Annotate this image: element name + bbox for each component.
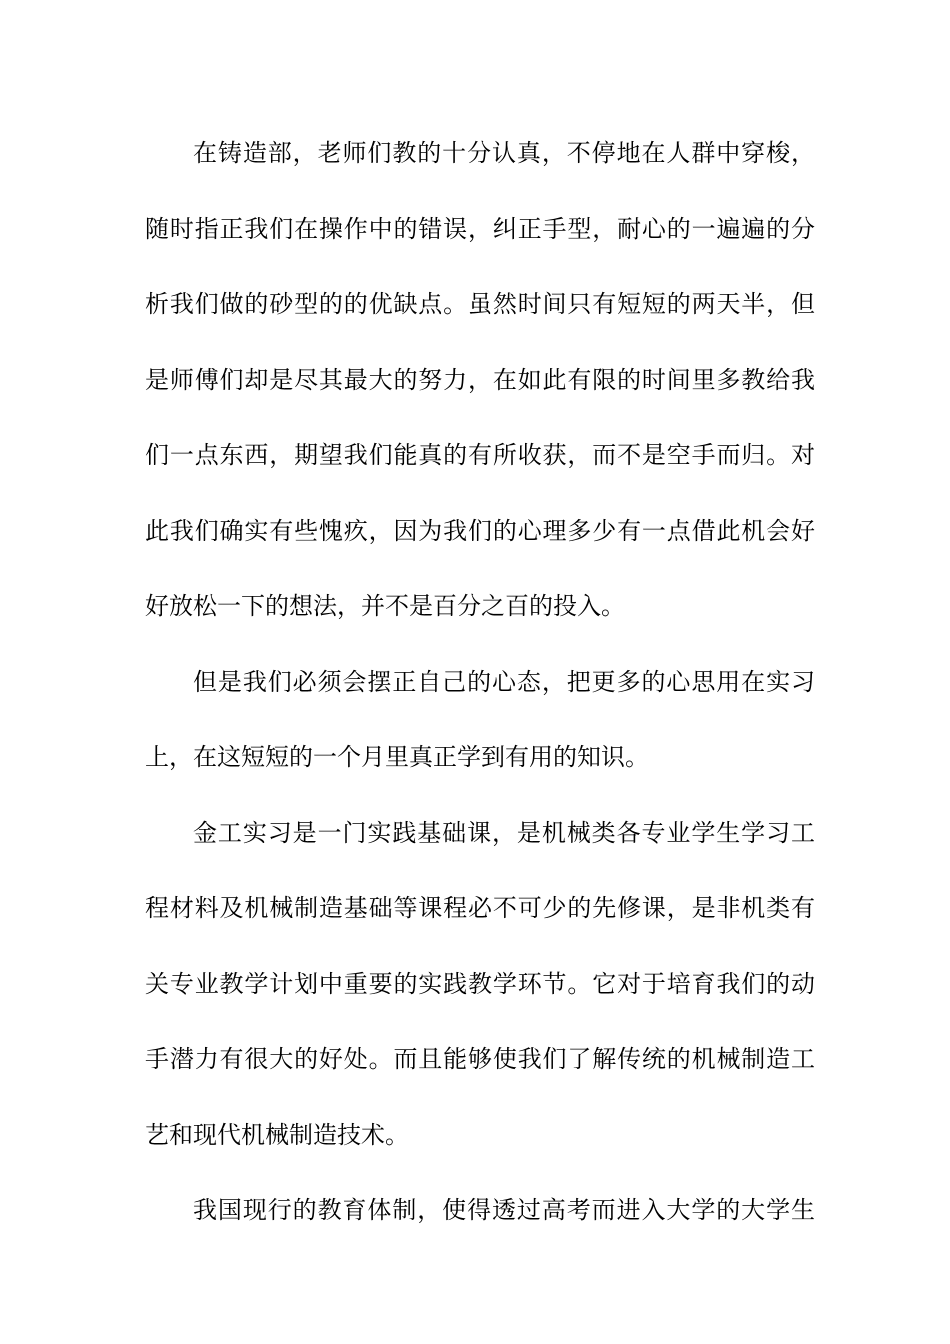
- text-line: 是师傅们却是尽其最大的努力，在如此有限的时间里多教给我: [145, 365, 815, 394]
- document-body: [145, 127, 815, 1260]
- text-line: 析我们做的砂型的的优缺点。虽然时间只有短短的两天半，但: [145, 290, 815, 318]
- text-line: 程材料及机械制造基础等课程必不可少的先修课，是非机类有: [145, 894, 815, 922]
- text-line: 但是我们必须会摆正自己的心态，把更多的心思用在实习: [193, 667, 815, 696]
- text-line: 金工实习是一门实践基础课，是机械类各专业学生学习工: [193, 818, 815, 847]
- text-line: 随时指正我们在操作中的错误，纠正手型，耐心的一遍遍的分: [145, 214, 815, 243]
- text-line: 此我们确实有些愧疚，因为我们的心理多少有一点借此机会好: [145, 516, 815, 545]
- text-line: 手潜力有很大的好处。而且能够使我们了解传统的机械制造工: [145, 1045, 815, 1073]
- text-line: 在铸造部，老师们教的十分认真，不停地在人群中穿梭，: [193, 139, 815, 167]
- text-line: 我国现行的教育体制，使得透过高考而进入大学的大学生: [193, 1196, 815, 1224]
- text-line: 艺和现代机械制造技术。: [145, 1120, 409, 1149]
- text-line: 好放松一下的想法，并不是百分之百的投入。: [145, 592, 625, 620]
- text-line: 上，在这短短的一个月里真正学到有用的知识。: [145, 743, 649, 771]
- text-line: 关专业教学计划中重要的实践教学环节。它对于培育我们的动: [145, 969, 815, 998]
- text-line: 们一点东西，期望我们能真的有所收获，而不是空手而归。对: [145, 441, 815, 469]
